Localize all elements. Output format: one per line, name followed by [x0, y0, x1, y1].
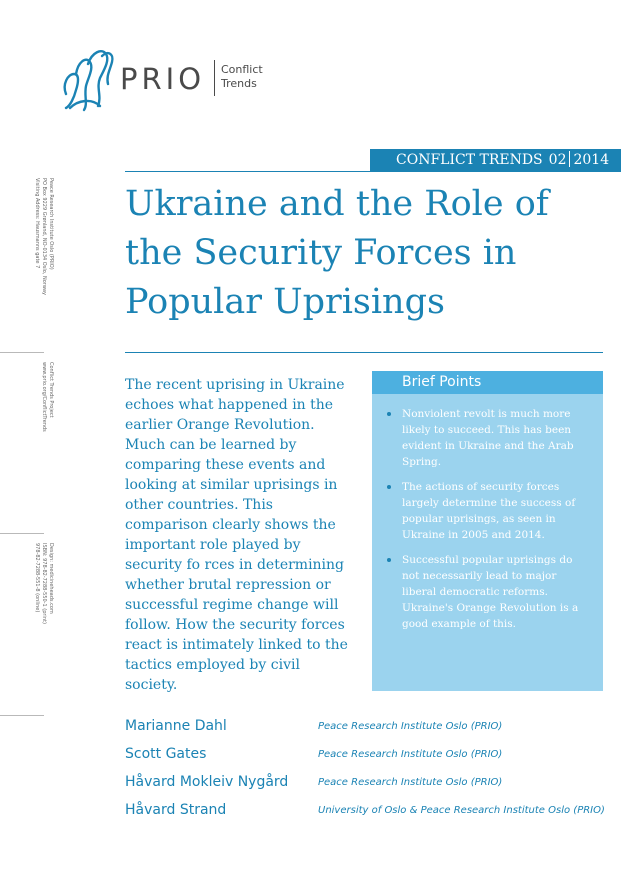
brief-points-heading: Brief Points: [372, 371, 603, 394]
bullet-icon: [387, 485, 391, 489]
sidebar-address: [30, 178, 54, 338]
sidebar-line: www.prio.org/ConflictTrends: [41, 362, 47, 432]
sidebar-line: Conflict Trends Project: [48, 362, 54, 418]
issue-year: 2014: [573, 152, 610, 168]
sidebar-line: ISBN: 978-82-7288-550-1 (print): [41, 543, 47, 624]
author-row: [125, 716, 605, 744]
logo-subtitle-line1: Conflict: [221, 63, 263, 76]
title-rule: [125, 352, 603, 353]
sidebar-line: Visiting Address: Hausmanns gate 7: [34, 178, 40, 269]
brief-point: [402, 552, 589, 632]
sidebar-line: Design: medicineheads.com: [48, 543, 54, 614]
intro-paragraph: The recent uprising in Ukraine echoes what happened in the earlier Orange Revolution. Much can be learned by comparing these events and looking at similar uprisings in other countries. This comparison clearly shows the important role played by security fo rces in determining whether brutal repression or successful regime change will follow. How the security forces react is intimately linked to the tactics employed by civil society.: [125, 377, 348, 693]
author-list: [125, 716, 605, 828]
author-name: Håvard Mokleiv Nygård: [125, 774, 289, 790]
sidebar-divider: [0, 715, 44, 716]
author-affiliation: Peace Research Institute Oslo (PRIO): [318, 777, 503, 788]
brief-point-text: Successful popular uprisings do not necessarily lead to major liberal democratic reforms. Ukraine's Orange Revolution is a good example of this.: [402, 554, 579, 630]
logo-wordmark: PRIO: [120, 62, 206, 96]
banner-rule: [125, 171, 621, 172]
sidebar-line: Peace Research Institute Oslo (PRIO): [48, 178, 54, 270]
author-row: [125, 772, 605, 800]
series-name: CONFLICT TRENDS: [396, 152, 543, 168]
prio-logo: [58, 44, 288, 114]
issue-number: 02: [548, 152, 567, 168]
brief-point-text: Nonviolent revolt is much more likely to succeed. This has been evident in Ukraine and the Arab Spring.: [402, 408, 574, 468]
sidebar-divider: [0, 352, 44, 353]
banner-separator: [569, 151, 570, 167]
author-affiliation: Peace Research Institute Oslo (PRIO): [318, 721, 503, 732]
logo-divider: [214, 60, 215, 96]
series-banner: [370, 149, 621, 171]
brief-points-list: [372, 394, 603, 632]
sidebar-divider: [0, 533, 44, 534]
author-affiliation: University of Oslo & Peace Research Institute Oslo (PRIO): [318, 805, 605, 816]
sidebar-isbn: [30, 543, 54, 653]
brief-point-text: The actions of security forces largely determine the success of popular uprisings, as seen in Ukraine in 2005 and 2014.: [402, 481, 576, 541]
author-row: [125, 800, 605, 828]
sidebar-project: [30, 362, 54, 492]
sidebar-line: PO Box 9229 Grønland, NO-0134 Oslo, Norway: [41, 178, 47, 295]
bullet-icon: [387, 412, 391, 416]
prio-figures-icon: [58, 44, 118, 114]
brief-points-box: [372, 371, 603, 691]
bullet-icon: [387, 558, 391, 562]
author-name: Håvard Strand: [125, 802, 227, 818]
author-name: Scott Gates: [125, 746, 207, 762]
author-name: Marianne Dahl: [125, 718, 227, 734]
logo-subtitle-line2: Trends: [221, 77, 257, 90]
page-title: Ukraine and the Role of the Security Forces in Popular Uprisings: [125, 184, 549, 322]
author-row: [125, 744, 605, 772]
author-affiliation: Peace Research Institute Oslo (PRIO): [318, 749, 503, 760]
brief-point: [402, 479, 589, 543]
sidebar-line: 978-82-7288-551-8 (online): [34, 543, 40, 613]
logo-subtitle: [221, 63, 263, 91]
brief-point: [402, 406, 589, 470]
